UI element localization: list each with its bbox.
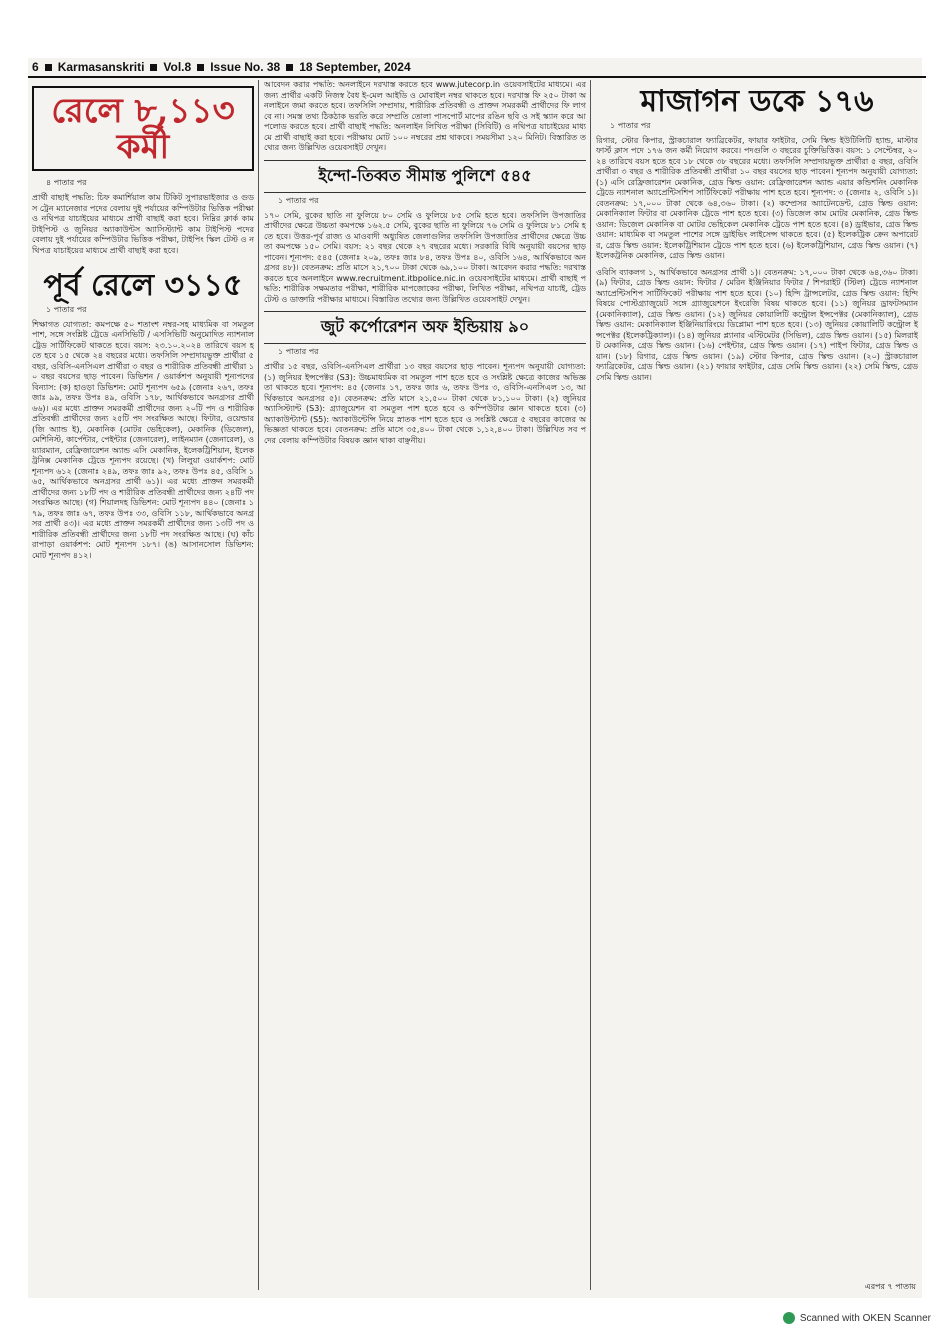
issue-number: Issue No. 38 <box>210 60 281 74</box>
article-body-purba-rail: শিক্ষাগত যোগ্যতা: কমপক্ষে ৫০ শতাংশ নম্বর-সহ মাধ্যমিক বা সমতুল পাশ, সঙ্গে সংশ্লিষ্ট ট্রেডে এনসিভিটি / এসসিভিটি অনুমোদিত ন্যাশনাল ট্রেড সার্টিফিকেট থাকতে হবে। বয়স: ২৩.১০.২০২৪ তারিখে বয়স হতে হবে ১৫ থেকে ২৪ বছরের মধ্যে। তফসিলি সম্প্রদায়ভুক্ত প্রার্থীরা ৫ বছর, ওবিসি-এনসিএল প্রার্থীরা ৩ বছর ও শারীরিক প্রতিবন্ধী প্রার্থীরা ১০ বছর বয়সের ছাড় পাবেন। ডিভিশন / ওয়ার্কশপ অনুযায়ী শূন্যপদের বিন্যাস: (ক) হাওড়া ডিভিশন: মোট শূন্যপদ ৬৫৯ (জেনাঃ ২৬৭, তফঃ জাঃ ৯৯, তফঃ উপঃ ৪৯, ওবিসি ১৭৮, আর্থিকভাবে অনগ্রসর প্রার্থী ৬৬)। এর মধ্যে প্রাক্তন সমরকর্মী প্রার্থীদের জন্য ২০টি পদ ও শারীরিক প্রতিবন্ধী প্রার্থীদের জন্য ২৫টি পদ সংরক্ষিত আছে। ফিটার, ওয়েল্ডার (জি অ্যান্ড ই), মেকানিক (মোটর ভেহিকেল), মেকানিক (ডিজেল), মেশিনিস্ট, কার্পেন্টার, পেইন্টার (জেনারেল), লাইনম্যান (জেনারেল), ওয়্যারম্যান, রেফ্রিজারেশন অ্যান্ড এসি মেকানিক, ইলেকট্রিশিয়ান, ইলেকট্রনিক্স মেকানিক ট্রেডে শূন্যপদ রয়েছে। (খ) লিলুয়া ওয়ার্কশপ: মোট শূন্যপদ ৬১২ (জেনাঃ ২৪৯, তফঃ জাঃ ৯২, তফঃ উপঃ ৪৫, ওবিসি ১৬৫, আর্থিকভাবে অনগ্রসর প্রার্থী ৬১)। এর মধ্যে প্রাক্তন সমরকর্মী প্রার্থীদের জন্য ১৮টি পদ ও শারীরিক প্রতিবন্ধী প্রার্থীদের জন্য ২৪টি পদ সংরক্ষিত আছে। (গ) শিয়ালদহ ডিভিশন: মোট শূন্যপদ ৪৪০ (জেনাঃ ১৭৯, তফঃ জাঃ ৬৭, তফঃ উপঃ ৩৩, ওবিসি ১১৮, আর্থিকভাবে অনগ্রসর প্রার্থী ৪৩)। এর মধ্যে প্রাক্তন সমরকর্মী প্রার্থীদের জন্য ১৩টি পদ ও শারীরিক প্রতিবন্ধী প্রার্থীদের জন্য ১৮টি পদ সংরক্ষিত আছে। (ঘ) কাঁচরাপাড়া ওয়ার্কশপ: মোট শূন্যপদ ১৮৭। (ঙ) আসানসোল ডিভিশন: মোট শূন্যপদ ৪১২। <box>32 319 254 560</box>
article-body-apply: আবেদন করার পদ্ধতি: অনলাইনে দরখাস্ত করতে হবে www.jutecorp.in ওয়েবসাইটের মাধ্যমে। এর জন্য প্রার্থীর একটি নিজস্ব বৈধ ই-মেল আইডি ও মোবাইল নম্বর থাকতে হবে। দরখাস্ত ফি ২৫০ টাকা অনলাইনে জমা করতে হবে। তফসিলি সম্প্রদায়, শারীরিক প্রতিবন্ধী ও প্রাক্তন সমরকর্মী প্রার্থীদের ফি লাগবে না। সমস্ত তথ্য ঠিকঠাক ভরতি করে সম্প্রতি তোলা পাসপোর্ট মাপের রঙিন ছবি ও সই স্ক্যান করে আপলোড করতে হবে। প্রার্থী বাছাই পদ্ধতি: অনলাইন লিখিত পরীক্ষা (সিবিটি) ও নথিপত্র যাচাইয়ের মাধ্যমে প্রার্থী বাছাই করা হবে। পরীক্ষায় মোট ১০০ নম্বরের প্রশ্ন থাকবে। সময়সীমা ১২০ মিনিট। বিস্তারিত তথ্যের জন্য উল্লিখিত ওয়েবসাইট দেখুন। <box>264 80 586 152</box>
paper-name: Karmasanskriti <box>57 60 145 74</box>
column-right <box>596 80 918 1290</box>
continuation-note: ১ পাতার পর <box>278 347 319 356</box>
newspaper-page <box>28 58 922 1298</box>
column-left <box>32 80 254 1290</box>
page-number: 6 <box>32 60 39 74</box>
scanner-text: Scanned with OKEN Scanner <box>799 1312 931 1324</box>
separator-square-icon <box>286 64 293 71</box>
headline-purba-rail: পূর্ব রেলে ৩১১৫ <box>43 268 243 304</box>
continuation-note: ১ পাতার পর <box>46 304 87 314</box>
scanner-logo-icon <box>783 1312 795 1324</box>
continuation-note: ১ পাতার পর <box>278 195 319 205</box>
article-body-itbp: ১৭০ সেমি, বুকের ছাতি না ফুলিয়ে ৮০ সেমি ও ফুলিয়ে ৮৫ সেমি হতে হবে। তফসিলি উপজাতির প্রার্থীদের ক্ষেত্রে উচ্চতা কমপক্ষে ১৬২.৫ সেমি, বুকের ছাতি না ফুলিয়ে ৭৬ সেমি ও ফুলিয়ে ৮১ সেমি হতে হবে। উত্তর-পূর্ব রাজ্য ও মাওবাদী অধ্যুষিত জেলাগুলির তফসিলি উপজাতির প্রার্থীদের ক্ষেত্রে উচ্চতা কমপক্ষে ১৫০ সেমি। বয়স: ২১ বছর থেকে ২৭ বছরের মধ্যে। সরকারি বিধি অনুযায়ী বয়সের ছাড় পাবেন। শূন্যপদ: ৫৪৫ (জেনাঃ ২০৯, তফঃ জাঃ ৮৪, তফঃ উপঃ ৪০, ওবিসি ১৬৪, আর্থিকভাবে অনগ্রসর ৪৮)। বেতনক্রম: প্রতি মাসে ২১,৭০০ টাকা থেকে ৬৯,১০০ টাকা। আবেদন করার পদ্ধতি: দরখাস্ত করতে হবে অনলাইনে www.recruitment.itbpolice.nic.in ওয়েবসাইটের মাধ্যমে। প্রার্থী বাছাই পদ্ধতি: শারীরিক সক্ষমতার পরীক্ষা, শারীরিক মাপজোকের পরীক্ষা, লিখিত পরীক্ষা, নথিপত্র যাচাই, ট্রেড টেস্ট ও ডাক্তারি পরীক্ষার মাধ্যমে। বিস্তারিত তথ্যের জন্য উল্লিখিত ওয়েবসাইট দেখুন। <box>264 210 586 304</box>
separator-square-icon <box>197 64 204 71</box>
continuation-note: ৪ পাতার পর <box>46 178 87 188</box>
article-body-mazagon-continued: ওবিসি ব্যাকলগ ১, আর্থিকভাবে অনগ্রসর প্রার্থী ১)। বেতনক্রম: ১৭,০০০ টাকা থেকে ৬৪,৩৬০ টাকা। (৯) ফিটার, গ্রেড স্কিল্ড ওয়ান: ফিটার / মেরিন ইঞ্জিনিয়ার ফিটার / শিপরাইট (স্টিল) ট্রেডে ন্যাশনাল অ্যাপ্রেন্টিসশিপ সার্টিফিকেট পরীক্ষায় পাশ হতে হবে। (১০) হিন্দি ট্রান্সলেটর, গ্রেড স্কিল্ড ওয়ান: হিন্দি বিষয়ে পোস্টগ্র্যাজুয়েট সঙ্গে গ্র্যাজুয়েশনে ইংরেজি বিষয় থাকতে হবে। (১১) জুনিয়র ড্রাফটসম্যান (মেকানিক্যাল), গ্রেড স্কিল্ড ওয়ান। (১২) জুনিয়র কোয়ালিটি কন্ট্রোল ইন্সপেক্টর (মেকানিক্যাল), গ্রেড স্কিল্ড ওয়ান: মেকানিক্যাল ইঞ্জিনিয়ারিংয়ে ডিপ্লোমা পাশ হতে হবে। (১৩) জুনিয়র কোয়ালিটি কন্ট্রোল ইন্সপেক্টর (ইলেকট্রিক্যাল)। (১৪) জুনিয়র প্ল্যানার এস্টিমেটর (সিভিল), গ্রেড স্কিল্ড ওয়ান। (১৫) মিলরাইট মেকানিক, গ্রেড স্কিল্ড ওয়ান। (১৬) পেইন্টার, গ্রেড স্কিল্ড ওয়ান। (১৭) পাইপ ফিটার, গ্রেড স্কিল্ড ওয়ান। (১৮) রিগার, গ্রেড স্কিল্ড ওয়ান। (১৯) স্টোর কিপার, গ্রেড স্কিল্ড ওয়ান। (২০) স্ট্রাকচারাল ফ্যাব্রিকেটর, গ্রেড স্কিল্ড ওয়ান। (২১) ফায়ার ফাইটার, গ্রেড সেমি স্কিল্ড ওয়ান। (২২) সেমি স্কিল্ড, গ্রেড সেমি স্কিল্ড ওয়ান। <box>596 267 918 382</box>
page-header <box>28 58 926 78</box>
separator-square-icon <box>45 64 52 71</box>
headline-rail-8113: রেলে ৮,১১৩ কর্মী <box>51 91 235 167</box>
headline-mazagon: মাজাগন ডকে ১৭৬ <box>640 84 874 119</box>
page-continuation-footer: এরপর ৭ পাতায় <box>864 1282 916 1291</box>
headline-jute: জুট কর্পোরেশন অফ ইন্ডিয়ায় ৯০ <box>264 311 586 344</box>
column-middle <box>264 80 586 1290</box>
headline-itbp: ইন্দো-তিব্বত সীমান্ত পুলিশে ৫৪৫ <box>264 160 586 193</box>
article-body-jute: প্রার্থীর ১৫ বছর, ওবিসি-এনসিএল প্রার্থীরা ১৩ বছর বয়সের ছাড় পাবেন। শূন্যপদ অনুযায়ী যোগ্যতা: (১) জুনিয়র ইন্সপেক্টর (S3): উচ্চমাধ্যমিক বা সমতুল পাশ হতে হবে ও সংশ্লিষ্ট ক্ষেত্রে কাজের অভিজ্ঞতা থাকতে হবে। শূন্যপদ: ৪৫ (জেনাঃ ১৭, তফঃ জাঃ ৬, তফঃ উপঃ ৩, ওবিসি-এনসিএল ১৩, আর্থিকভাবে অনগ্রসর ৫)। বেতনক্রম: প্রতি মাসে ২১,৫০০ টাকা থেকে ৮১,১০০ টাকা। (২) জুনিয়র অ্যাসিস্ট্যান্ট (S3): গ্র্যাজুয়েশন বা সমতুল পাশ হতে হবে ও কম্পিউটার জ্ঞান থাকতে হবে। (৩) অ্যাকাউন্ট্যান্ট (S5): অ্যাকাউন্টেন্সি নিয়ে স্নাতক পাশ হতে হবে ও সংশ্লিষ্ট ক্ষেত্রে ৫ বছরের কাজের অভিজ্ঞতা থাকতে হবে। বেতনক্রম: প্রতি মাসে ৩৫,৪০০ টাকা থেকে ১,১২,৪০০ টাকা। উল্লিখিত সব পদের বেলায় কম্পিউটার বিষয়ক জ্ঞান থাকা বাঞ্ছনীয়। <box>264 362 586 445</box>
separator-square-icon <box>150 64 157 71</box>
scanner-watermark <box>783 1312 931 1324</box>
article-body-rail: প্রার্থী বাছাই পদ্ধতি: চিফ কমার্শিয়াল কাম টিকিট সুপারভাইজার ও গুডস ট্রেন ম্যানেজার পদের বেলায় দুই পর্যায়ের কম্পিউটার ভিত্তিক পরীক্ষা ও নথিপত্র যাচাইয়ের মাধ্যমে প্রার্থী বাছাই করা হবে। নিম্নির ক্লার্ক কাম টাইপিস্ট ও জুনিয়র অ্যাকাউন্টস অ্যাসিস্ট্যান্ট কাম টাইপিস্ট পদের বেলায় দুই পর্যায়ের কম্পিউটার ভিত্তিক পরীক্ষা, টাইপিং স্কিল টেস্ট ও নথিপত্র যাচাইয়ের মাধ্যমে প্রার্থী বাছাই করা হবে। <box>32 193 254 255</box>
continuation-note: ১ পাতার পর <box>610 120 651 130</box>
column-divider <box>590 80 591 1290</box>
volume-number: Vol.8 <box>163 60 192 74</box>
issue-date: 18 September, 2024 <box>299 60 411 74</box>
article-body-mazagon: রিগার, স্টোর কিপার, স্ট্রাকচারাল ফ্যাব্রিকেটর, ফায়ার ফাইটার, সেমি স্কিল্ড ইউটিলিটি হ্যান্ড, মাস্টার ফার্স্ট ক্লাস পদে ১৭৬ জন কর্মী নিয়োগ করবে। পদগুলি ৩ বছরের চুক্তিভিত্তিক। বয়স: ১ সেপ্টেম্বর, ২০২৪ তারিখে বয়স হতে হবে ১৮ থেকে ৩৮ বছরের মধ্যে। তফসিলি সম্প্রদায়ভুক্ত প্রার্থীরা ৫ বছর, ওবিসি প্রার্থীরা ৩ বছর ও শারীরিক প্রতিবন্ধী প্রার্থীরা ১০ বছর বয়সের ছাড় পাবেন। শূন্যপদ অনুযায়ী যোগ্যতা: (১) এসি রেফ্রিজারেশন মেকানিক, গ্রেড স্কিল্ড ওয়ান: রেফ্রিজারেশন অ্যান্ড এয়ার কন্ডিশনিং মেকানিক ট্রেডে ন্যাশনাল অ্যাপ্রেন্টিসশিপ সার্টিফিকেট পরীক্ষায় পাশ হতে হবে। শূন্যপদ: ৩ (জেনাঃ ২, ওবিসি ১)। বেতনক্রম: ১৭,০০০ টাকা থেকে ৬৪,৩৬০ টাকা। (২) কম্প্রেসর অ্যাটেনডেন্ট, গ্রেড স্কিল্ড ওয়ান: মেকানিক্যাল ফিটার বা মেকানিক ট্রেডে পাশ হতে হবে। (৩) ডিজেল কাম মোটর মেকানিক, গ্রেড স্কিল্ড ওয়ান: ডিজেল মেকানিক বা মোটর ভেহিকেল মেকানিক ট্রেডে পাশ হতে হবে। (৪) ড্রাইভার, গ্রেড স্কিল্ড ওয়ান: মাধ্যমিক বা সমতুল পাশের সঙ্গে ড্রাইভিং লাইসেন্স থাকতে হবে। (৫) ইলেকট্রিক ক্রেন অপারেটর, গ্রেড স্কিল্ড ওয়ান: ইলেকট্রিশিয়ান ট্রেডে পাশ হতে হবে। (৬) ইলেকট্রিশিয়ান, গ্রেড স্কিল্ড ওয়ান। (৭) ইলেকট্রনিক মেকানিক, গ্রেড স্কিল্ড ওয়ান। <box>596 135 918 260</box>
headline-box <box>32 86 254 171</box>
column-divider <box>258 80 259 1290</box>
